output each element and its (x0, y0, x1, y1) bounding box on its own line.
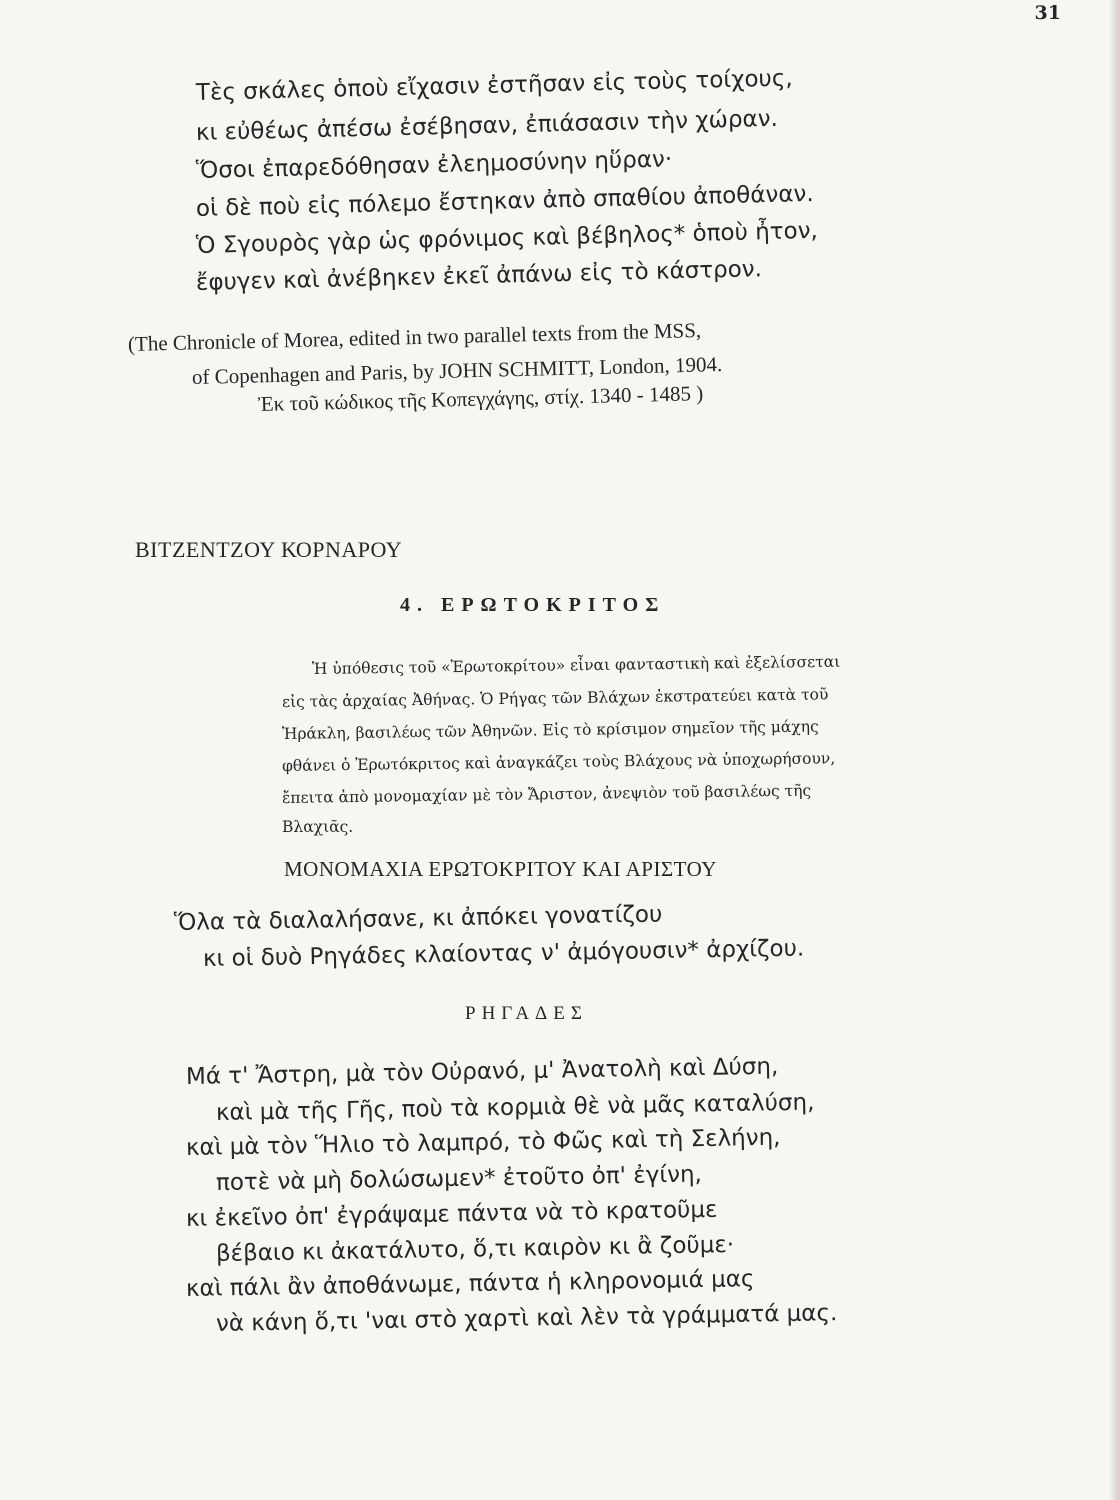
poem-line: καὶ μὰ τῆς Γῆς, ποὺ τὰ κορμιὰ θὲ νὰ μᾶς καταλύση, (215, 1089, 815, 1126)
speaker-heading: ΡΗΓΑΔΕΣ (465, 1003, 588, 1024)
poem-line: καὶ μὰ τὸν Ἥλιο τὸ λαμπρό, τὸ Φῶς καὶ τὴ Σελήνη, (185, 1124, 781, 1161)
poem-line: βέβαιο κι ἀκατάλυτο, ὅ,τι καιρὸν κι ἂ ζοῦμε· (215, 1231, 735, 1267)
poem-line: Ὅλα τὰ διαλαλήσανε, κι ἀπόκει γονατίζου (173, 901, 663, 936)
summary-line: ἔπειτα ἀπὸ μονομαχίαν μὲ τὸν Ἄριστον, ἀνεψιὸν τοῦ βασιλέως τῆς (281, 781, 812, 807)
summary-line: Ἡ ὑπόθεσις τοῦ «Ἐρωτοκρίτου» εἶναι φανταστικὴ καὶ ἐξελίσσεται (311, 652, 841, 678)
poem-line: Τὲς σκάλες ὁποὺ εἴχασιν ἐστῆσαν εἰς τοὺς τοίχους, (195, 65, 793, 106)
summary-line: φθάνει ὁ Ἐρωτόκριτος καὶ ἀναγκάζει τοὺς Βλάχους νὰ ὑποχωρήσουν, (281, 749, 836, 775)
poem-line: ποτὲ νὰ μὴ δολώσωμεν* ἐτοῦτο ὀπ' ἐγίνη, (215, 1161, 703, 1196)
page-number: 31 (1034, 2, 1061, 24)
poem-line: καὶ πάλι ἂν ἀποθάνωμε, πάντα ἡ κληρονομιά μας (185, 1266, 755, 1302)
summary-line: Ἡράκλη, βασιλέως τῶν Ἀθηνῶν. Εἰς τὸ κρίσιμον σημεῖον τῆς μάχης (281, 717, 819, 743)
summary-line: εἰς τὰς ἀρχαίας Ἀθήνας. Ὁ Ρήγας τῶν Βλάχων ἐκστρατεύει κατὰ τοῦ (281, 685, 829, 711)
section-title: 4. ΕΡΩΤΟΚΡΙΤΟΣ (400, 594, 666, 616)
citation-line: (The Chronicle of Morea, edited in two parallel texts from the MSS, (127, 317, 702, 356)
subtitle: ΜΟΝΟΜΑΧΙΑ ΕΡΩΤΟΚΡΙΤΟΥ ΚΑΙ ΑΡΙΣΤΟΥ (284, 857, 717, 881)
author-heading: ΒΙΤΖΕΝΤΖΟΥ ΚΟΡΝΑΡΟΥ (135, 537, 403, 562)
poem-line: νὰ κάνη ὅ,τι 'ναι στὸ χαρτὶ καὶ λὲν τὰ γράμματά μας. (215, 1300, 838, 1337)
poem-line: Ὁ Σγουρὸς γὰρ ὡς φρόνιμος καὶ βέβηλος* ὁποὺ ἦτον, (195, 217, 819, 259)
poem-line: οἱ δὲ ποὺ εἰς πόλεμο ἔστηκαν ἀπὸ σπαθίου ἀποθάναν. (195, 180, 814, 222)
citation-line: of Copenhagen and Paris, by JOHN SCHMITT, London, 1904. (191, 352, 723, 389)
citation-line: Ἐκ τοῦ κώδικος τῆς Κοπεγχάγης, στίχ. 1340 - 1485 ) (257, 381, 704, 416)
poem-line: Ὅσοι ἐπαρεδόθησαν ἐλεημοσύνην ηὕραν· (195, 146, 673, 184)
page-edge-shadow (1109, 0, 1119, 1500)
poem-line: κι ἐκεῖνο ὀπ' ἐγράψαμε πάντα νὰ τὸ κρατοῦμε (185, 1196, 718, 1232)
poem-line: ἔφυγεν καὶ ἀνέβηκεν ἐκεῖ ἀπάνω εἰς τὸ κάστρον. (195, 256, 763, 296)
poem-line: κι οἱ δυὸ Ρηγάδες κλαίοντας ν' ἀμόγουσιν* ἀρχίζου. (202, 935, 805, 972)
poem-line: Μά τ' Ἄστρη, μὰ τὸν Οὐρανό, μ' Ἀνατολὴ καὶ Δύση, (185, 1053, 779, 1090)
summary-line: Βλαχιᾶς. (282, 818, 354, 836)
poem-line: κι εὐθέως ἀπέσω ἐσέβησαν, ἐπιάσασιν τὴν χώραν. (195, 105, 779, 146)
